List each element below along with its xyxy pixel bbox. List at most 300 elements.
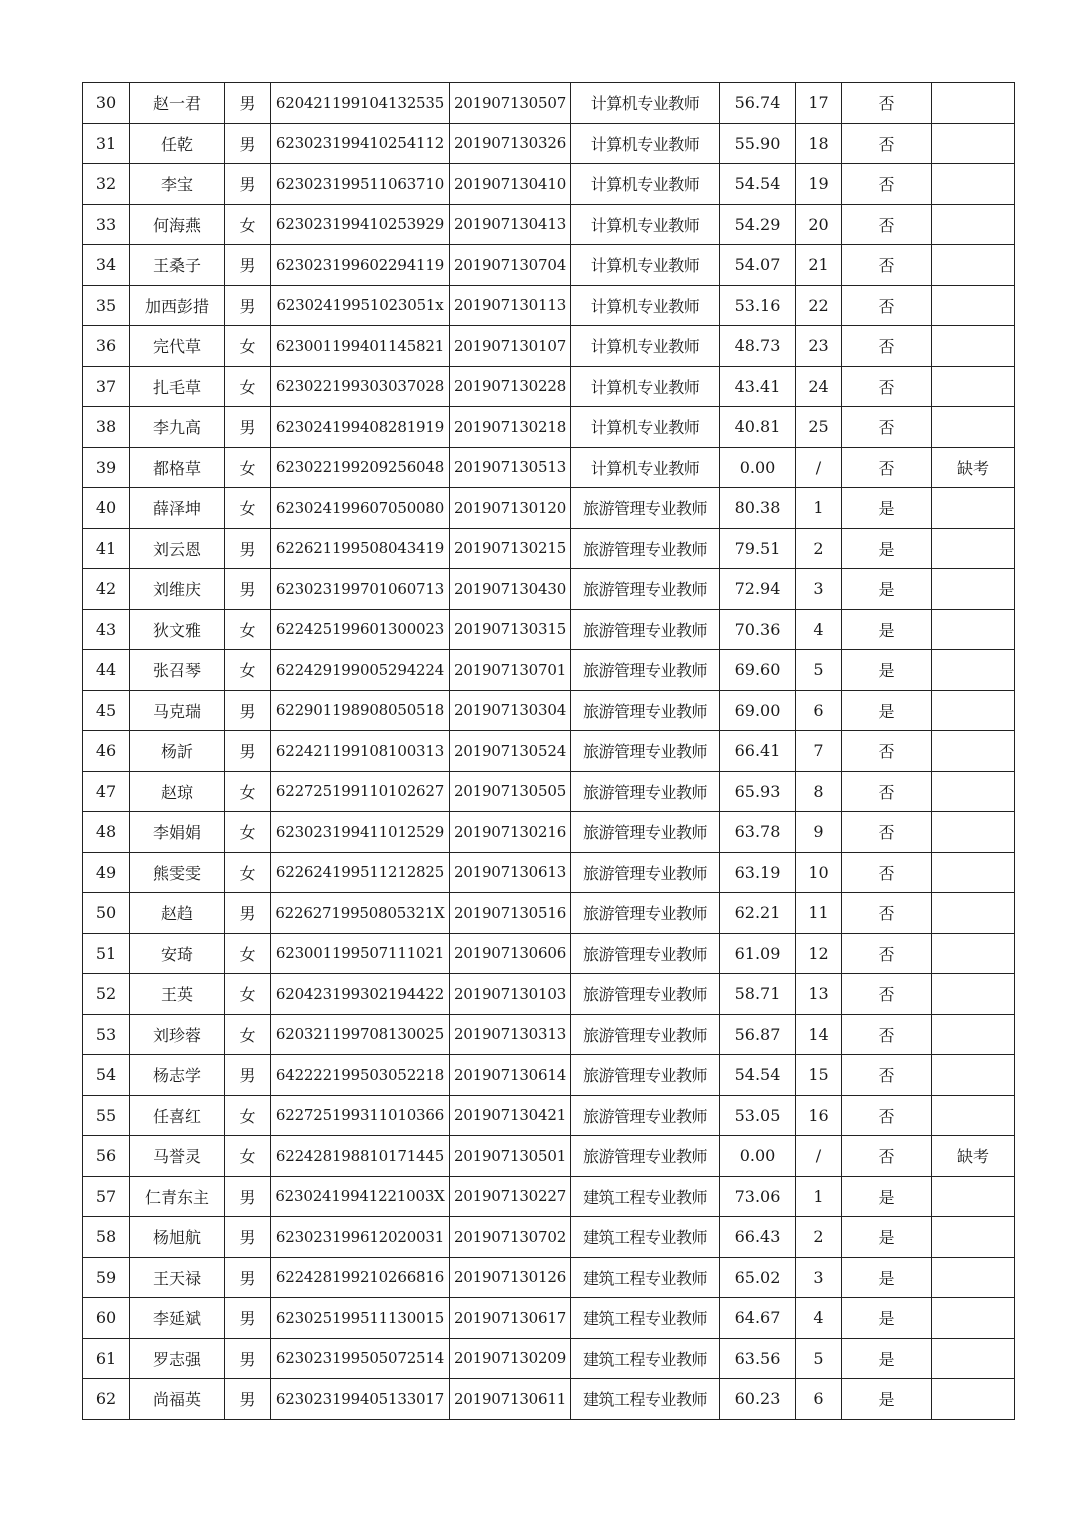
position-cell: 旅游管理专业教师 (571, 771, 720, 812)
rank-cell: 6 (796, 690, 842, 731)
interview-status-cell: 否 (842, 123, 932, 164)
candidate-name: 刘珍蓉 (130, 1014, 225, 1055)
table-row (83, 407, 1015, 448)
gender-cell: 男 (225, 1176, 271, 1217)
table-row (83, 812, 1015, 853)
ticket-number-cell: 201907130107 (450, 326, 571, 367)
remark-cell: 缺考 (932, 1136, 1015, 1177)
candidate-name: 赵琼 (130, 771, 225, 812)
candidate-name: 刘云恩 (130, 528, 225, 569)
table-row (83, 609, 1015, 650)
interview-status-cell: 否 (842, 1095, 932, 1136)
gender-cell: 女 (225, 204, 271, 245)
id-number-cell: 622621199508043419 (271, 528, 450, 569)
rank-cell: 4 (796, 609, 842, 650)
score-cell: 43.41 (720, 366, 796, 407)
score-cell: 58.71 (720, 974, 796, 1015)
table-row (83, 933, 1015, 974)
gender-cell: 男 (225, 731, 271, 772)
score-cell: 53.16 (720, 285, 796, 326)
position-cell: 旅游管理专业教师 (571, 1055, 720, 1096)
remark-cell (932, 366, 1015, 407)
table-row (83, 326, 1015, 367)
gender-cell: 女 (225, 1095, 271, 1136)
row-number: 43 (83, 609, 130, 650)
interview-status-cell: 是 (842, 650, 932, 691)
ticket-number-cell: 201907130524 (450, 731, 571, 772)
gender-cell: 男 (225, 1338, 271, 1379)
interview-status-cell: 否 (842, 245, 932, 286)
table-row (83, 285, 1015, 326)
remark-cell (932, 1338, 1015, 1379)
gender-cell: 女 (225, 771, 271, 812)
score-cell: 63.78 (720, 812, 796, 853)
interview-status-cell: 是 (842, 690, 932, 731)
position-cell: 计算机专业教师 (571, 123, 720, 164)
table-row (83, 852, 1015, 893)
ticket-number-cell: 201907130326 (450, 123, 571, 164)
score-cell: 40.81 (720, 407, 796, 448)
rank-cell: 20 (796, 204, 842, 245)
position-cell: 建筑工程专业教师 (571, 1217, 720, 1258)
table-row (83, 893, 1015, 934)
rank-cell: 17 (796, 83, 842, 124)
id-number-cell: 623025199511130015 (271, 1298, 450, 1339)
rank-cell: 6 (796, 1379, 842, 1420)
ticket-number-cell: 201907130126 (450, 1257, 571, 1298)
gender-cell: 女 (225, 1014, 271, 1055)
rank-cell: 1 (796, 1176, 842, 1217)
score-cell: 69.00 (720, 690, 796, 731)
interview-status-cell: 是 (842, 1338, 932, 1379)
row-number: 61 (83, 1338, 130, 1379)
ticket-number-cell: 201907130413 (450, 204, 571, 245)
table-row (83, 1095, 1015, 1136)
id-number-cell: 62302419951023051x (271, 285, 450, 326)
rank-cell: 3 (796, 569, 842, 610)
ticket-number-cell: 201907130410 (450, 164, 571, 205)
remark-cell (932, 852, 1015, 893)
remark-cell (932, 812, 1015, 853)
candidate-name: 王天禄 (130, 1257, 225, 1298)
candidate-name: 任乾 (130, 123, 225, 164)
id-number-cell: 620321199708130025 (271, 1014, 450, 1055)
interview-status-cell: 否 (842, 771, 932, 812)
interview-status-cell: 否 (842, 933, 932, 974)
rank-cell: 25 (796, 407, 842, 448)
ticket-number-cell: 201907130617 (450, 1298, 571, 1339)
ticket-number-cell: 201907130227 (450, 1176, 571, 1217)
candidate-name: 马誉灵 (130, 1136, 225, 1177)
id-number-cell: 623023199602294119 (271, 245, 450, 286)
candidate-name: 加西彭措 (130, 285, 225, 326)
candidate-name: 刘维庆 (130, 569, 225, 610)
remark-cell (932, 1217, 1015, 1258)
row-number: 42 (83, 569, 130, 610)
gender-cell: 男 (225, 285, 271, 326)
gender-cell: 女 (225, 447, 271, 488)
id-number-cell: 622428198810171445 (271, 1136, 450, 1177)
interview-status-cell: 否 (842, 285, 932, 326)
candidate-name: 都格草 (130, 447, 225, 488)
gender-cell: 男 (225, 1257, 271, 1298)
score-cell: 56.74 (720, 83, 796, 124)
remark-cell (932, 407, 1015, 448)
position-cell: 计算机专业教师 (571, 447, 720, 488)
row-number: 36 (83, 326, 130, 367)
gender-cell: 男 (225, 1217, 271, 1258)
ticket-number-cell: 201907130103 (450, 974, 571, 1015)
gender-cell: 男 (225, 245, 271, 286)
score-cell: 56.87 (720, 1014, 796, 1055)
interview-status-cell: 否 (842, 326, 932, 367)
remark-cell: 缺考 (932, 447, 1015, 488)
score-cell: 62.21 (720, 893, 796, 934)
gender-cell: 女 (225, 609, 271, 650)
candidate-name: 赵趋 (130, 893, 225, 934)
row-number: 37 (83, 366, 130, 407)
score-cell: 64.67 (720, 1298, 796, 1339)
interview-status-cell: 否 (842, 1014, 932, 1055)
gender-cell: 男 (225, 123, 271, 164)
interview-status-cell: 是 (842, 488, 932, 529)
position-cell: 计算机专业教师 (571, 83, 720, 124)
gender-cell: 女 (225, 366, 271, 407)
candidate-name: 熊雯雯 (130, 852, 225, 893)
ticket-number-cell: 201907130606 (450, 933, 571, 974)
row-number: 47 (83, 771, 130, 812)
row-number: 55 (83, 1095, 130, 1136)
row-number: 59 (83, 1257, 130, 1298)
table-row (83, 528, 1015, 569)
row-number: 53 (83, 1014, 130, 1055)
rank-cell: 22 (796, 285, 842, 326)
candidate-name: 王桑子 (130, 245, 225, 286)
table-row (83, 1338, 1015, 1379)
id-number-cell: 623023199505072514 (271, 1338, 450, 1379)
candidate-name: 李宝 (130, 164, 225, 205)
remark-cell (932, 609, 1015, 650)
rank-cell: 23 (796, 326, 842, 367)
interview-status-cell: 否 (842, 852, 932, 893)
ticket-number-cell: 201907130702 (450, 1217, 571, 1258)
position-cell: 建筑工程专业教师 (571, 1298, 720, 1339)
position-cell: 旅游管理专业教师 (571, 528, 720, 569)
candidate-name: 杨旭航 (130, 1217, 225, 1258)
remark-cell (932, 771, 1015, 812)
rank-cell: 13 (796, 974, 842, 1015)
ticket-number-cell: 201907130704 (450, 245, 571, 286)
score-cell: 60.23 (720, 1379, 796, 1420)
position-cell: 旅游管理专业教师 (571, 609, 720, 650)
interview-status-cell: 是 (842, 1298, 932, 1339)
ticket-number-cell: 201907130611 (450, 1379, 571, 1420)
position-cell: 旅游管理专业教师 (571, 731, 720, 772)
row-number: 49 (83, 852, 130, 893)
row-number: 60 (83, 1298, 130, 1339)
candidate-name: 李九高 (130, 407, 225, 448)
rank-cell: 18 (796, 123, 842, 164)
ticket-number-cell: 201907130513 (450, 447, 571, 488)
candidate-name: 何海燕 (130, 204, 225, 245)
rank-cell: 1 (796, 488, 842, 529)
remark-cell (932, 204, 1015, 245)
interview-status-cell: 是 (842, 1176, 932, 1217)
remark-cell (932, 974, 1015, 1015)
candidate-name: 安琦 (130, 933, 225, 974)
gender-cell: 女 (225, 852, 271, 893)
candidate-name: 杨志学 (130, 1055, 225, 1096)
row-number: 46 (83, 731, 130, 772)
rank-cell: 11 (796, 893, 842, 934)
row-number: 35 (83, 285, 130, 326)
remark-cell (932, 245, 1015, 286)
remark-cell (932, 326, 1015, 367)
candidate-name: 尚福英 (130, 1379, 225, 1420)
id-number-cell: 62302419941221003X (271, 1176, 450, 1217)
ticket-number-cell: 201907130209 (450, 1338, 571, 1379)
id-number-cell: 623001199507111021 (271, 933, 450, 974)
ticket-number-cell: 201907130430 (450, 569, 571, 610)
interview-status-cell: 否 (842, 1055, 932, 1096)
id-number-cell: 623023199410254112 (271, 123, 450, 164)
score-cell: 73.06 (720, 1176, 796, 1217)
id-number-cell: 642222199503052218 (271, 1055, 450, 1096)
candidate-name: 狄文雅 (130, 609, 225, 650)
rank-cell: 5 (796, 1338, 842, 1379)
position-cell: 旅游管理专业教师 (571, 893, 720, 934)
remark-cell (932, 83, 1015, 124)
row-number: 45 (83, 690, 130, 731)
interview-status-cell: 否 (842, 204, 932, 245)
candidate-name: 李延斌 (130, 1298, 225, 1339)
gender-cell: 男 (225, 893, 271, 934)
interview-status-cell: 否 (842, 407, 932, 448)
row-number: 41 (83, 528, 130, 569)
ticket-number-cell: 201907130228 (450, 366, 571, 407)
id-number-cell: 622429199005294224 (271, 650, 450, 691)
candidate-name: 扎毛草 (130, 366, 225, 407)
id-number-cell: 623001199401145821 (271, 326, 450, 367)
id-number-cell: 620423199302194422 (271, 974, 450, 1015)
remark-cell (932, 123, 1015, 164)
position-cell: 旅游管理专业教师 (571, 690, 720, 731)
ticket-number-cell: 201907130701 (450, 650, 571, 691)
gender-cell: 女 (225, 326, 271, 367)
gender-cell: 女 (225, 1136, 271, 1177)
table-row (83, 366, 1015, 407)
ticket-number-cell: 201907130614 (450, 1055, 571, 1096)
score-cell: 66.41 (720, 731, 796, 772)
rank-cell: 9 (796, 812, 842, 853)
ticket-number-cell: 201907130501 (450, 1136, 571, 1177)
remark-cell (932, 569, 1015, 610)
rank-cell: 3 (796, 1257, 842, 1298)
id-number-cell: 623023199511063710 (271, 164, 450, 205)
row-number: 33 (83, 204, 130, 245)
table-row (83, 447, 1015, 488)
gender-cell: 男 (225, 569, 271, 610)
score-cell: 66.43 (720, 1217, 796, 1258)
score-cell: 61.09 (720, 933, 796, 974)
position-cell: 旅游管理专业教师 (571, 1014, 720, 1055)
interview-status-cell: 是 (842, 609, 932, 650)
interview-status-cell: 否 (842, 83, 932, 124)
row-number: 40 (83, 488, 130, 529)
rank-cell: 24 (796, 366, 842, 407)
gender-cell: 男 (225, 164, 271, 205)
candidate-name: 薛泽坤 (130, 488, 225, 529)
row-number: 57 (83, 1176, 130, 1217)
remark-cell (932, 285, 1015, 326)
interview-status-cell: 否 (842, 812, 932, 853)
id-number-cell: 622421199108100313 (271, 731, 450, 772)
position-cell: 旅游管理专业教师 (571, 488, 720, 529)
position-cell: 旅游管理专业教师 (571, 1095, 720, 1136)
ticket-number-cell: 201907130613 (450, 852, 571, 893)
candidate-name: 马克瑞 (130, 690, 225, 731)
score-cell: 54.54 (720, 164, 796, 205)
position-cell: 建筑工程专业教师 (571, 1257, 720, 1298)
position-cell: 旅游管理专业教师 (571, 812, 720, 853)
rank-cell: 10 (796, 852, 842, 893)
remark-cell (932, 1257, 1015, 1298)
ticket-number-cell: 201907130516 (450, 893, 571, 934)
score-cell: 63.56 (720, 1338, 796, 1379)
candidate-name: 罗志强 (130, 1338, 225, 1379)
score-cell: 54.07 (720, 245, 796, 286)
row-number: 34 (83, 245, 130, 286)
row-number: 54 (83, 1055, 130, 1096)
score-cell: 80.38 (720, 488, 796, 529)
table-row (83, 1217, 1015, 1258)
table-row (83, 771, 1015, 812)
gender-cell: 男 (225, 407, 271, 448)
position-cell: 计算机专业教师 (571, 204, 720, 245)
interview-status-cell: 否 (842, 1136, 932, 1177)
rank-cell: 2 (796, 528, 842, 569)
position-cell: 计算机专业教师 (571, 245, 720, 286)
ticket-number-cell: 201907130218 (450, 407, 571, 448)
rank-cell: / (796, 447, 842, 488)
table-row (83, 1176, 1015, 1217)
id-number-cell: 623024199408281919 (271, 407, 450, 448)
position-cell: 旅游管理专业教师 (571, 1136, 720, 1177)
candidate-name: 赵一君 (130, 83, 225, 124)
gender-cell: 男 (225, 528, 271, 569)
id-number-cell: 620421199104132535 (271, 83, 450, 124)
position-cell: 计算机专业教师 (571, 326, 720, 367)
row-number: 31 (83, 123, 130, 164)
gender-cell: 男 (225, 1379, 271, 1420)
ticket-number-cell: 201907130313 (450, 1014, 571, 1055)
remark-cell (932, 528, 1015, 569)
table-row (83, 123, 1015, 164)
table-body (83, 83, 1015, 1420)
rank-cell: 7 (796, 731, 842, 772)
table-row (83, 1014, 1015, 1055)
position-cell: 旅游管理专业教师 (571, 933, 720, 974)
gender-cell: 女 (225, 650, 271, 691)
position-cell: 建筑工程专业教师 (571, 1176, 720, 1217)
rank-cell: 2 (796, 1217, 842, 1258)
rank-cell: 19 (796, 164, 842, 205)
score-cell: 63.19 (720, 852, 796, 893)
gender-cell: 女 (225, 488, 271, 529)
row-number: 38 (83, 407, 130, 448)
score-cell: 69.60 (720, 650, 796, 691)
table-row (83, 164, 1015, 205)
gender-cell: 女 (225, 933, 271, 974)
candidate-name: 完代草 (130, 326, 225, 367)
score-cell: 53.05 (720, 1095, 796, 1136)
gender-cell: 女 (225, 812, 271, 853)
interview-status-cell: 否 (842, 366, 932, 407)
table-row (83, 1298, 1015, 1339)
gender-cell: 男 (225, 1298, 271, 1339)
id-number-cell: 623023199410253929 (271, 204, 450, 245)
gender-cell: 男 (225, 690, 271, 731)
position-cell: 旅游管理专业教师 (571, 974, 720, 1015)
table-row (83, 245, 1015, 286)
rank-cell: 8 (796, 771, 842, 812)
row-number: 32 (83, 164, 130, 205)
table-row (83, 690, 1015, 731)
table-row (83, 731, 1015, 772)
position-cell: 旅游管理专业教师 (571, 569, 720, 610)
row-number: 30 (83, 83, 130, 124)
rank-cell: 21 (796, 245, 842, 286)
gender-cell: 男 (225, 1055, 271, 1096)
interview-status-cell: 是 (842, 1257, 932, 1298)
position-cell: 旅游管理专业教师 (571, 650, 720, 691)
id-number-cell: 623023199612020031 (271, 1217, 450, 1258)
ticket-number-cell: 201907130507 (450, 83, 571, 124)
id-number-cell: 622425199601300023 (271, 609, 450, 650)
row-number: 44 (83, 650, 130, 691)
ticket-number-cell: 201907130421 (450, 1095, 571, 1136)
candidate-name: 王英 (130, 974, 225, 1015)
rank-cell: / (796, 1136, 842, 1177)
remark-cell (932, 690, 1015, 731)
candidate-name: 李娟娟 (130, 812, 225, 853)
position-cell: 建筑工程专业教师 (571, 1338, 720, 1379)
table-row (83, 1379, 1015, 1420)
id-number-cell: 623023199411012529 (271, 812, 450, 853)
score-cell: 72.94 (720, 569, 796, 610)
score-cell: 0.00 (720, 1136, 796, 1177)
table-row (83, 488, 1015, 529)
score-cell: 55.90 (720, 123, 796, 164)
remark-cell (932, 1055, 1015, 1096)
table-row (83, 569, 1015, 610)
id-number-cell: 622725199110102627 (271, 771, 450, 812)
candidate-name: 仁青东主 (130, 1176, 225, 1217)
id-number-cell: 622725199311010366 (271, 1095, 450, 1136)
id-number-cell: 623022199209256048 (271, 447, 450, 488)
ticket-number-cell: 201907130505 (450, 771, 571, 812)
position-cell: 计算机专业教师 (571, 285, 720, 326)
id-number-cell: 62262719950805321X (271, 893, 450, 934)
row-number: 48 (83, 812, 130, 853)
remark-cell (932, 1298, 1015, 1339)
remark-cell (932, 731, 1015, 772)
table-row (83, 1136, 1015, 1177)
table-row (83, 83, 1015, 124)
score-cell: 48.73 (720, 326, 796, 367)
position-cell: 计算机专业教师 (571, 407, 720, 448)
candidate-name: 杨訢 (130, 731, 225, 772)
